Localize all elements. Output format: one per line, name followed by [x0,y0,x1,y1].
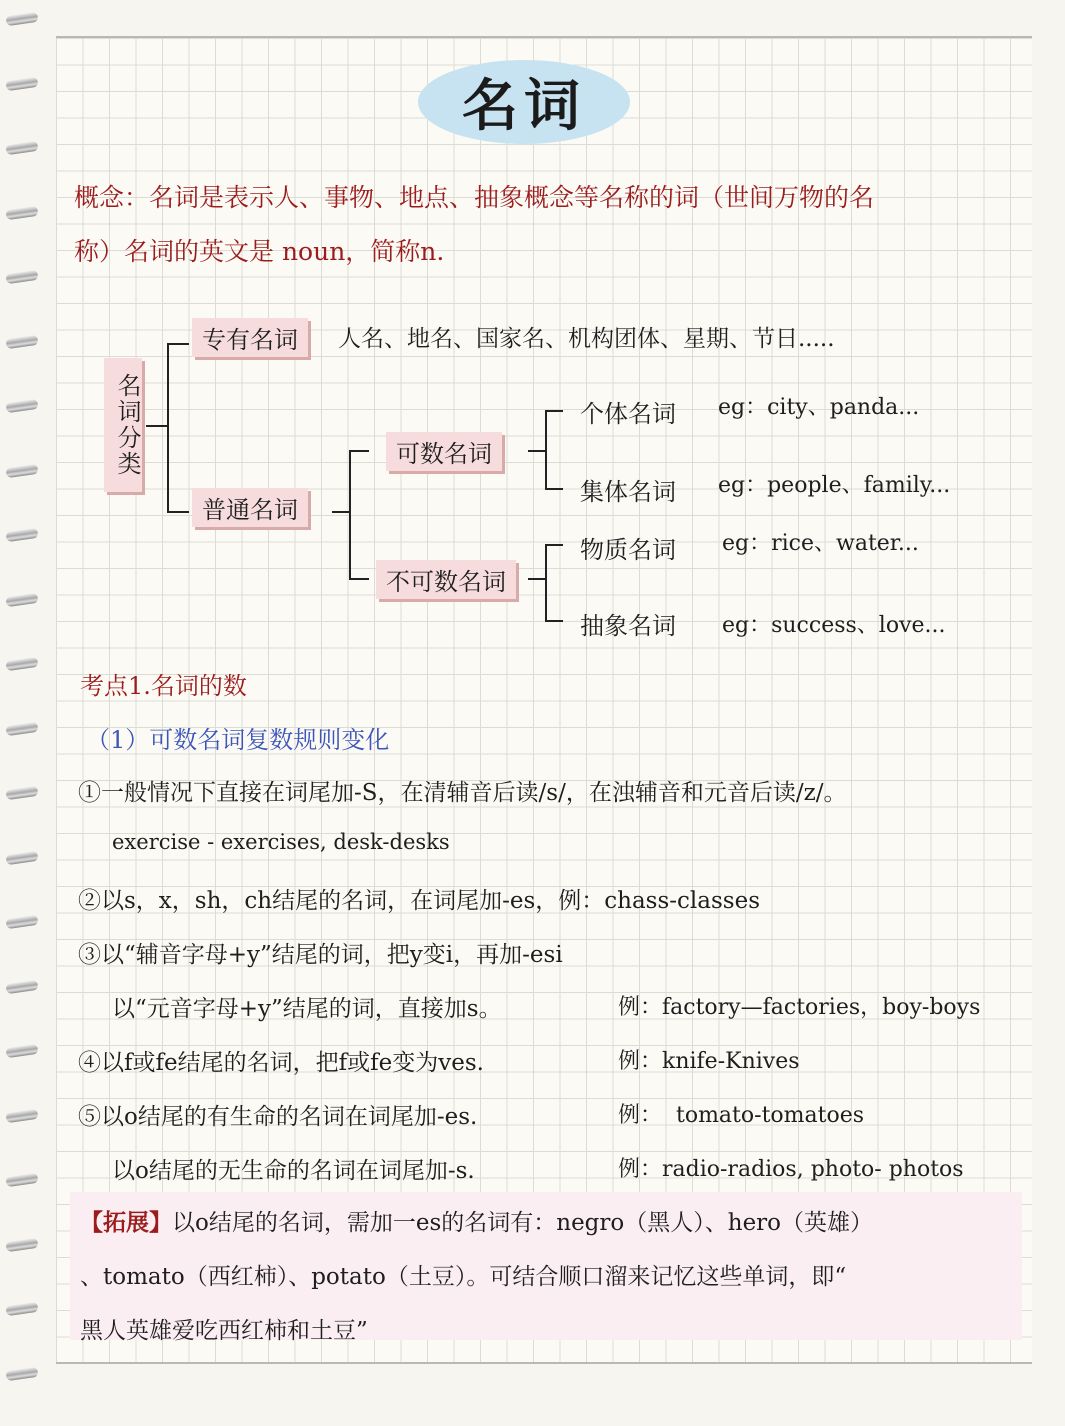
rule-3: ③以“辅音字母+y”结尾的词，把y变i，再加-esi [78,942,563,968]
subsection-title: （1）可数名词复数规则变化 [86,726,390,754]
countable-noun-tag: 可数名词 [386,432,502,471]
spiral-ring [6,337,40,351]
spiral-ring [6,853,40,867]
extension-text-1: 以o结尾的名词，需加一es的名词有：negro（黑人）、hero（英雄） [172,1210,874,1236]
page-title: 名词 [462,73,586,139]
rule-5b-example: 例：radio-radios, photo- photos [618,1157,964,1182]
spiral-ring [6,1369,40,1383]
spiral-ring [6,1046,40,1060]
spiral-ring [6,982,40,996]
spiral-ring [6,272,40,286]
spiral-ring [6,79,40,93]
connector [167,511,189,513]
spiral-ring [6,595,40,609]
spiral-ring [6,1111,40,1125]
spiral-ring [6,1175,40,1189]
connector [545,410,563,412]
rule-5b: 以o结尾的无生命的名词在词尾加-s. [112,1158,475,1184]
leaf-abstract: 抽象名词 [580,612,676,640]
spiral-ring [6,401,40,415]
rule-3b: 以“元音字母+y”结尾的词，直接加s。 [112,996,502,1022]
leaf-material-eg: eg：rice、water... [722,531,919,556]
extension-line-1 [80,1204,873,1237]
leaf-collective: 集体名词 [580,478,676,506]
extension-tag: 【拓展】 [80,1209,172,1236]
rule-1: ①一般情况下直接在词尾加-S，在清辅音后读/s/，在浊辅音和元音后读/z/。 [78,780,847,806]
spiral-ring [6,659,40,673]
rule-4: ④以f或fe结尾的名词，把f或fe变为ves. [78,1050,484,1076]
connector [349,450,351,580]
connector [528,578,546,580]
connector [545,488,563,490]
connector [349,578,369,580]
leaf-individual: 个体名词 [580,400,676,428]
connector [545,544,547,622]
common-noun-tag: 普通名词 [192,488,308,527]
spiral-ring [6,1240,40,1254]
rule-2: ②以s，x，sh，ch结尾的名词，在词尾加-es，例：chass-classes [78,888,761,914]
proper-noun-tag: 专有名词 [192,318,308,357]
concept-line-2: 称）名词的英文是 noun，简称n. [74,237,445,266]
connector [545,410,547,490]
rule-4-example: 例：knife-Knives [618,1049,800,1074]
connector [332,511,350,513]
rule-5-example: 例： tomato-tomatoes [618,1103,865,1128]
leaf-collective-eg: eg：people、family... [718,473,951,498]
connector [146,425,168,427]
rule-5: ⑤以o结尾的有生命的名词在词尾加-es. [78,1104,478,1130]
spiral-ring [6,917,40,931]
connector [349,450,369,452]
rule-3-example: 例：factory—factories，boy-boys [618,995,981,1020]
spiral-ring [6,1304,40,1318]
tree-root: 名词分类 [104,358,142,492]
proper-noun-desc: 人名、地名、国家名、机构团体、星期、节日..... [338,326,835,352]
concept-line-1: 概念：名词是表示人、事物、地点、抽象概念等名称的词（世间万物的名 [74,183,875,212]
spiral-ring [6,208,40,222]
spiral-ring [6,788,40,802]
leaf-individual-eg: eg：city、panda... [718,395,920,420]
spiral-ring [6,143,40,157]
uncountable-noun-tag: 不可数名词 [376,560,516,599]
extension-line-3: 黑人英雄爱吃西红柿和土豆” [80,1318,368,1344]
extension-line-2: 、tomato（西红柿）、potato（土豆）。可结合顺口溜来记忆这些单词，即“ [80,1264,847,1290]
connector [167,343,169,513]
connector [528,450,546,452]
spiral-ring [6,530,40,544]
rule-1-example: exercise - exercises, desk-desks [112,830,450,854]
connector [545,544,563,546]
leaf-material: 物质名词 [580,536,676,564]
leaf-abstract-eg: eg：success、love... [722,613,946,638]
connector [545,620,563,622]
section-title: 考点1.名词的数 [80,672,247,700]
spiral-ring [6,466,40,480]
spiral-ring [6,14,40,28]
connector [167,343,189,345]
spiral-ring [6,724,40,738]
